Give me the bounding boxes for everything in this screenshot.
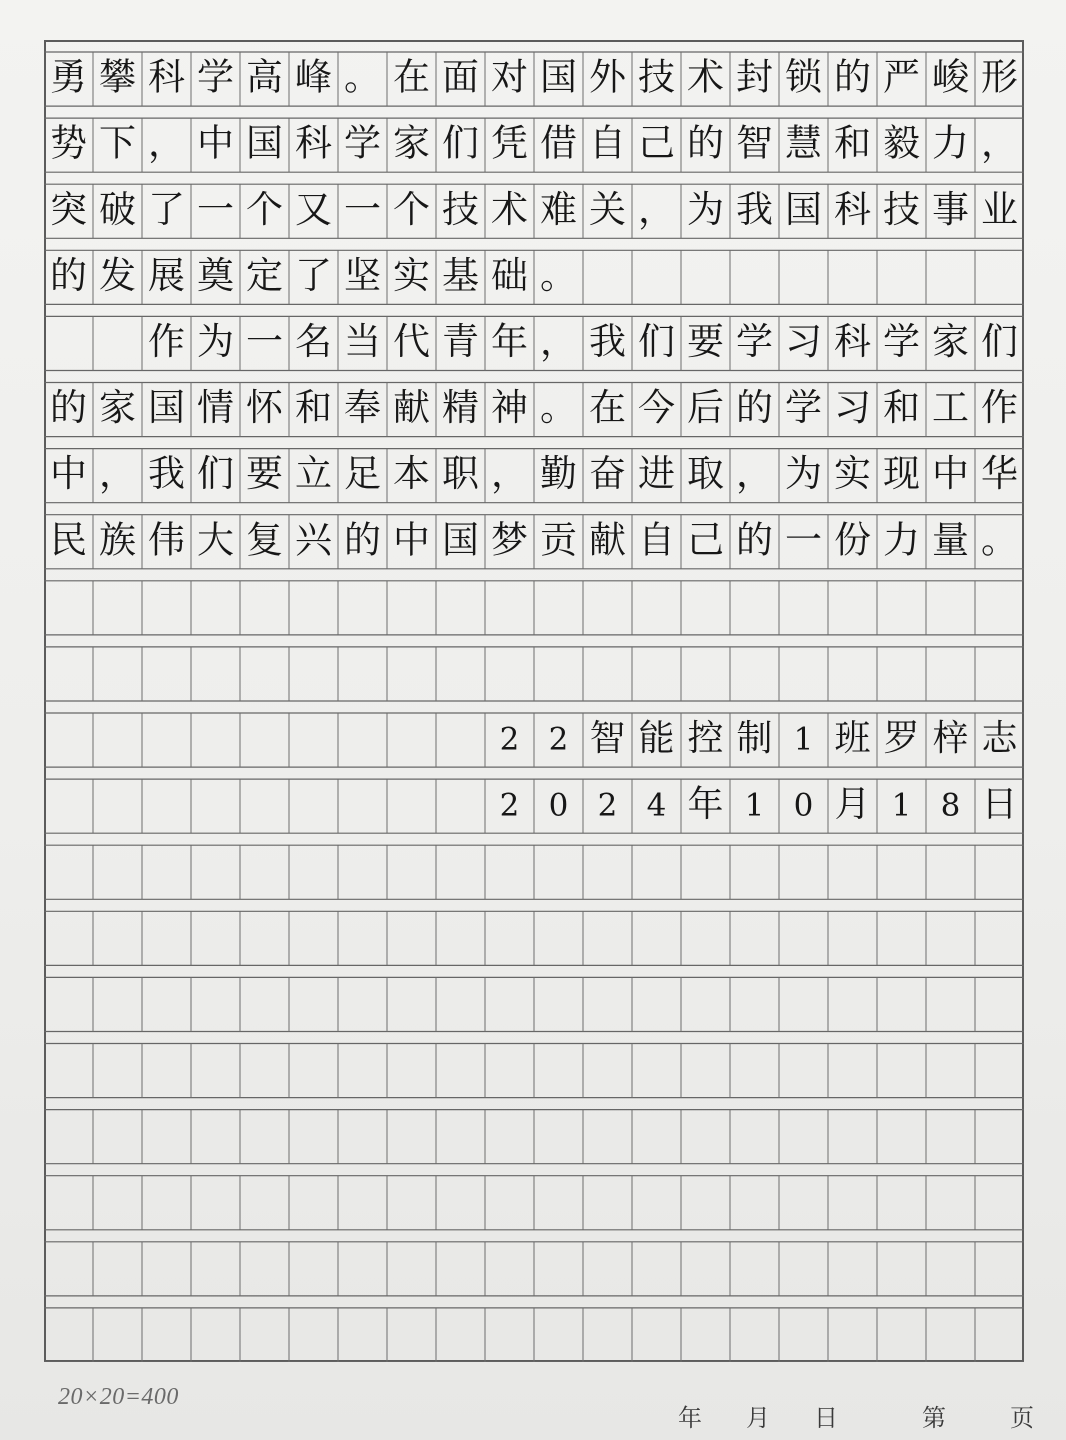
handwritten-character: 大 [197,518,234,562]
handwritten-character: 奋 [589,452,626,496]
handwritten-character: 形 [981,55,1018,99]
handwritten-character: 国 [148,386,185,430]
handwritten-character: 攀 [99,55,136,99]
handwritten-character: 梦 [491,518,528,562]
handwritten-character: 伟 [148,518,185,562]
handwritten-character: 贡 [540,518,577,562]
handwritten-character: 学 [736,319,773,363]
handwritten-character: 破 [99,187,136,231]
handwritten-character: 科 [834,319,871,363]
author-signature-character: 罗 [883,718,920,760]
author-signature-character: 制 [736,718,773,760]
signature-date-character: 1 [891,787,912,824]
writing-grid [44,40,1024,1362]
handwritten-character: 突 [50,187,87,231]
paragraph-line [50,254,577,297]
handwritten-character: 定 [246,253,283,297]
handwritten-character: 奠 [197,253,234,297]
handwritten-character: ， [99,452,136,496]
handwritten-character: 民 [50,518,87,562]
handwritten-character: 面 [442,55,479,99]
handwritten-character: 在 [393,55,430,99]
handwritten-character: 和 [883,386,920,430]
handwritten-character: 国 [246,121,283,165]
grid-lines [44,52,1024,1362]
handwritten-character: 科 [295,121,332,165]
handwritten-character: 峰 [295,55,332,99]
handwritten-character: 要 [687,319,724,363]
handwritten-character: 技 [442,187,479,231]
handwritten-character: ， [638,187,675,231]
handwritten-character: 我 [736,187,773,231]
handwritten-character: 术 [491,187,528,231]
handwritten-character: 当 [344,319,381,363]
handwritten-character: 技 [883,187,920,231]
handwritten-character: 立 [295,452,332,496]
handwritten-character: 个 [246,187,283,231]
handwritten-character: 献 [393,386,430,430]
handwritten-character: 代 [393,319,430,363]
handwritten-character: 学 [785,386,822,430]
handwritten-character: 中 [932,452,969,496]
handwritten-character: 在 [589,386,626,430]
handwritten-character: 学 [197,55,234,99]
handwritten-character: 勤 [540,452,577,496]
handwritten-character: 。 [344,55,381,99]
grid-spec-label: 20×20=400 [58,1384,179,1410]
handwritten-character: 势 [50,121,87,165]
author-signature-character: 1 [793,721,814,758]
signature-date-character: 4 [646,787,667,824]
handwritten-character: 后 [687,386,724,430]
signature-date-character: 2 [597,787,618,824]
signature-date-character: 8 [940,787,961,824]
handwritten-character: 己 [687,518,724,562]
handwritten-character: 国 [785,187,822,231]
handwritten-character: 础 [491,253,528,297]
handwritten-character: 的 [344,518,381,562]
handwritten-character: 中 [50,452,87,496]
handwritten-character: 习 [785,319,822,363]
handwritten-character: 作 [981,386,1018,430]
handwritten-character: 难 [540,187,577,231]
footer-page-suffix: 页 [1010,1404,1034,1432]
handwritten-character: 本 [393,452,430,496]
handwritten-character: 份 [834,518,871,562]
author-signature-character: 控 [687,718,724,760]
handwritten-character: 的 [736,386,773,430]
handwritten-character: 对 [491,55,528,99]
author-signature-character: 2 [548,721,569,758]
author-signature-character: 智 [589,718,626,760]
handwritten-character: 为 [785,452,822,496]
handwritten-character: 智 [736,121,773,165]
handwritten-character: 封 [736,55,773,99]
handwritten-character: 足 [344,452,381,496]
handwritten-character: ， [736,452,773,496]
handwritten-character: 高 [246,55,283,99]
handwritten-character: 个 [393,187,430,231]
handwritten-character: 凭 [491,121,528,165]
handwritten-character: 关 [589,187,626,231]
signature-date-character: 2 [499,787,520,824]
handwritten-character: 学 [883,319,920,363]
handwritten-character: 为 [197,319,234,363]
handwritten-character: 的 [834,55,871,99]
handwritten-character: 精 [442,386,479,430]
handwritten-character: 们 [981,319,1018,363]
handwritten-character: 慧 [785,121,822,165]
handwritten-character: 一 [344,187,381,231]
handwritten-character: 外 [589,55,626,99]
footer-page-prefix: 第 [922,1404,946,1432]
handwritten-character: 实 [834,452,871,496]
handwritten-character: 自 [589,121,626,165]
handwritten-character: 锁 [785,55,822,99]
handwritten-character: 青 [442,319,479,363]
handwritten-character: 工 [932,386,969,430]
handwritten-character: 一 [785,518,822,562]
handwritten-character: 奉 [344,386,381,430]
handwritten-character: 己 [638,121,675,165]
author-signature-character: 梓 [932,718,969,760]
handwritten-character: 要 [246,452,283,496]
author-signature-character: 志 [981,718,1018,760]
handwritten-character: 事 [932,187,969,231]
handwritten-character: 发 [99,253,136,297]
handwritten-character: 家 [932,319,969,363]
handwritten-character: 名 [295,319,332,363]
handwritten-character: 今 [638,386,675,430]
handwritten-character: 的 [736,518,773,562]
handwritten-character: 的 [687,121,724,165]
handwritten-character: 和 [295,386,332,430]
handwritten-character: 毅 [883,121,920,165]
handwritten-character: 兴 [295,518,332,562]
handwritten-character: 学 [344,121,381,165]
handwritten-character: 进 [638,452,675,496]
handwritten-character: 们 [442,121,479,165]
handwritten-character: 。 [540,386,577,430]
signature-date-character: 0 [548,787,569,824]
handwritten-character: 实 [393,253,430,297]
handwritten-character: 严 [883,55,920,99]
handwritten-character: 科 [834,187,871,231]
handwritten-character: 科 [148,55,185,99]
handwritten-character: 家 [99,386,136,430]
handwritten-character: 。 [981,518,1018,562]
handwritten-character: 怀 [246,386,283,430]
handwritten-character: 我 [589,319,626,363]
handwritten-character: 术 [687,55,724,99]
handwritten-character: ， [491,452,528,496]
handwritten-character: 量 [932,518,969,562]
signature-date-character: 月 [834,784,871,826]
handwritten-character: 年 [491,319,528,363]
signature-block [500,718,1019,825]
handwritten-character: 力 [883,518,920,562]
handwritten-character: 神 [491,386,528,430]
handwritten-character: 勇 [50,55,87,99]
handwritten-character: 又 [295,187,332,231]
handwritten-character: 们 [197,452,234,496]
handwritten-character: 我 [148,452,185,496]
handwritten-character: 情 [197,386,234,430]
handwritten-character: 华 [981,452,1018,496]
handwritten-character: 了 [148,187,185,231]
handwritten-character: 。 [540,253,577,297]
handwritten-character: 自 [638,518,675,562]
handwritten-character: 峻 [932,55,969,99]
handwritten-character: 为 [687,187,724,231]
handwritten-character: 技 [638,55,675,99]
handwritten-character: 献 [589,518,626,562]
handwritten-character: 复 [246,518,283,562]
footer-day-label: 日 [814,1404,838,1432]
handwritten-character: ， [148,121,185,165]
handwritten-character: 国 [540,55,577,99]
footer-year-label: 年 [678,1404,702,1432]
handwritten-character: 取 [687,452,724,496]
signature-date-character: 日 [981,784,1018,826]
handwritten-character: 现 [883,452,920,496]
handwritten-character: 借 [540,121,577,165]
signature-date-character: 年 [687,784,724,826]
handwritten-character: 国 [442,518,479,562]
handwritten-character: 一 [197,187,234,231]
handwritten-character: 展 [148,253,185,297]
handwritten-character: 的 [50,253,87,297]
handwritten-character: 基 [442,253,479,297]
handwritten-character: 坚 [344,253,381,297]
handwritten-character: 中 [197,121,234,165]
handwritten-character: 业 [981,187,1018,231]
handwritten-character: 们 [638,319,675,363]
handwritten-character: 中 [393,518,430,562]
handwritten-character: 习 [834,386,871,430]
handwritten-character: 的 [50,386,87,430]
handwritten-character: ， [540,319,577,363]
handwritten-character: 家 [393,121,430,165]
handwritten-character: 下 [99,121,136,165]
signature-date-character: 1 [744,787,765,824]
footer-month-label: 月 [746,1404,770,1432]
author-signature-character: 能 [638,718,675,760]
author-signature-character: 班 [834,718,871,760]
handwritten-character: 职 [442,452,479,496]
handwritten-character: 和 [834,121,871,165]
handwritten-character: 一 [246,319,283,363]
handwritten-character: 作 [148,319,185,363]
handwritten-character: 族 [99,518,136,562]
handwritten-character: 了 [295,253,332,297]
handwritten-character: ， [981,121,1018,165]
handwritten-character: 力 [932,121,969,165]
signature-date-character: 0 [793,787,814,824]
author-signature-character: 2 [499,721,520,758]
